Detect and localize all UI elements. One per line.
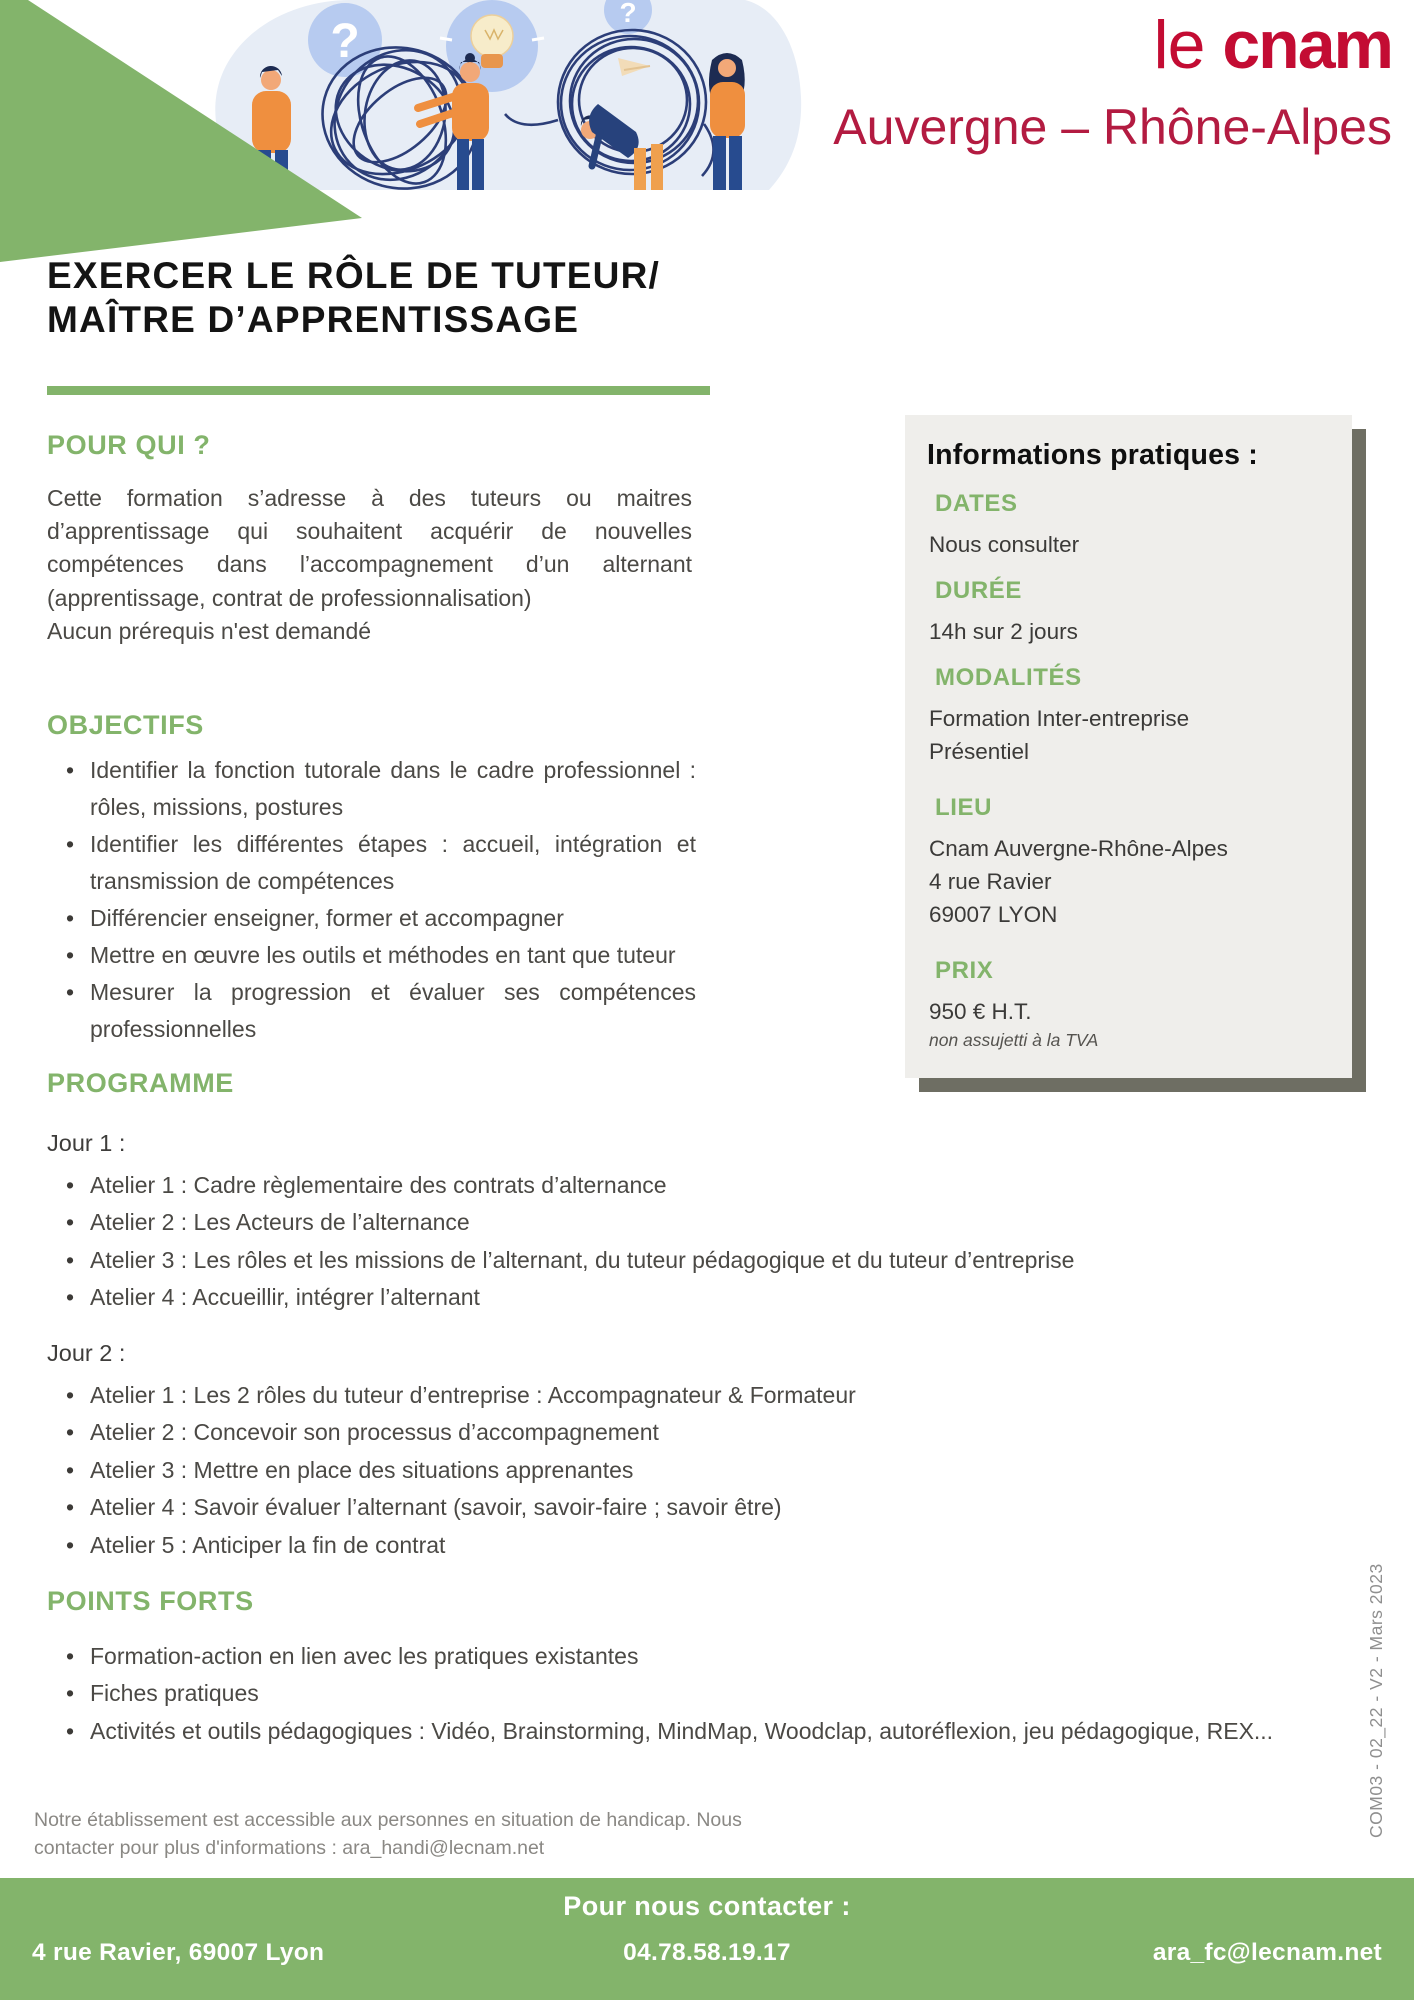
footer-address: 4 rue Ravier, 69007 Lyon bbox=[32, 1939, 325, 1966]
info-label-modalites: MODALITÉS bbox=[935, 664, 1082, 691]
list-item: • Identifier la fonction tutorale dans le cadre professionnel : rôles, missions, postures bbox=[60, 752, 696, 826]
list-item: • Activités et outils pédagogiques : Vidéo, Brainstorming, MindMap, Woodclap, autoréflexion, jeu pédagogique, REX... bbox=[60, 1713, 1360, 1750]
list-item: • Atelier 5 : Anticiper la fin de contrat bbox=[60, 1527, 1372, 1564]
footer-email[interactable]: ara_fc@lecnam.net bbox=[1152, 1939, 1382, 1966]
info-value: Cnam Auvergne-Rhône-Alpes bbox=[929, 836, 1228, 861]
list-item: • Mesurer la progression et évaluer ses compétences professionnelles bbox=[60, 974, 696, 1048]
list-item: • Atelier 2 : Concevoir son processus d’accompagnement bbox=[60, 1414, 1372, 1451]
accessibility-note: Notre établissement est accessible aux personnes en situation de handicap. Nous contacter pour plus d'informations : ara_handi@lecnam.net bbox=[34, 1809, 742, 1859]
info-label-duree: DURÉE bbox=[935, 577, 1023, 604]
points-forts-list bbox=[60, 1638, 1360, 1750]
section-heading-pour-qui: POUR QUI ? bbox=[47, 430, 211, 460]
svg-text:?: ? bbox=[330, 15, 360, 68]
pour-qui-note: Aucun prérequis n'est demandé bbox=[47, 618, 372, 644]
infos-pratiques-panel bbox=[905, 415, 1352, 1078]
cnam-logo bbox=[1154, 6, 1392, 84]
contact-footer bbox=[0, 1878, 1414, 2000]
info-price-note: non assujetti à la TVA bbox=[929, 1030, 1099, 1050]
info-value: Formation Inter-entreprise bbox=[929, 706, 1190, 731]
list-item: • Formation-action en lien avec les pratiques existantes bbox=[60, 1638, 1360, 1675]
objectifs-list bbox=[60, 752, 696, 1048]
page-title bbox=[47, 254, 660, 342]
logo-region: Auvergne – Rhône-Alpes bbox=[833, 99, 1392, 155]
info-value: 69007 LYON bbox=[929, 902, 1058, 927]
list-item: • Atelier 2 : Les Acteurs de l’alternance bbox=[60, 1204, 1372, 1241]
list-item: • Mettre en œuvre les outils et méthodes en tant que tuteur bbox=[60, 937, 696, 974]
jour2-list bbox=[60, 1377, 1372, 1564]
list-item: • Atelier 4 : Savoir évaluer l’alternant (savoir, savoir-faire ; savoir être) bbox=[60, 1489, 1372, 1526]
footer-heading: Pour nous contacter : bbox=[563, 1891, 851, 1921]
section-heading-programme: PROGRAMME bbox=[47, 1068, 234, 1098]
svg-text:?: ? bbox=[619, 0, 637, 28]
info-label-lieu: LIEU bbox=[935, 794, 993, 821]
info-value: 950 € H.T. bbox=[929, 999, 1032, 1024]
info-value: 14h sur 2 jours bbox=[929, 619, 1078, 644]
title-divider bbox=[47, 386, 710, 395]
jour1-label: Jour 1 : bbox=[47, 1130, 126, 1156]
infos-title: Informations pratiques : bbox=[927, 439, 1258, 471]
info-value: 4 rue Ravier bbox=[929, 869, 1052, 894]
pour-qui-paragraph: Cette formation s’adresse à des tuteurs ou maitres d’apprentissage qui souhaitent acquérir de nouvelles compétences dans l’accompagnement d’un alternant (apprentissage, contrat de professionnalisation) bbox=[47, 485, 692, 611]
jour2-label: Jour 2 : bbox=[47, 1340, 126, 1366]
logo-cnam: cnam bbox=[1222, 7, 1392, 83]
section-heading-objectifs: OBJECTIFS bbox=[47, 710, 204, 740]
section-heading-points-forts: POINTS FORTS bbox=[47, 1586, 254, 1616]
footer-contact-row bbox=[0, 1939, 1414, 1967]
logo-le: le bbox=[1153, 7, 1223, 83]
jour1-list bbox=[60, 1167, 1372, 1317]
info-label-prix: PRIX bbox=[935, 957, 994, 984]
document-reference: COM03 - 02_22 - V2 - Mars 2023 bbox=[1366, 1563, 1386, 1838]
list-item: • Atelier 3 : Mettre en place des situations apprenantes bbox=[60, 1452, 1372, 1489]
list-item: • Atelier 3 : Les rôles et les missions de l’alternant, du tuteur pédagogique et du tuteur d’entreprise bbox=[60, 1242, 1372, 1279]
info-value: Nous consulter bbox=[929, 532, 1080, 557]
list-item: • Différencier enseigner, former et accompagner bbox=[60, 900, 696, 937]
list-item: • Atelier 1 : Les 2 rôles du tuteur d’entreprise : Accompagnateur & Formateur bbox=[60, 1377, 1372, 1414]
footer-phone: 04.78.58.19.17 bbox=[623, 1939, 791, 1966]
list-item: • Atelier 1 : Cadre règlementaire des contrats d’alternance bbox=[60, 1167, 1372, 1204]
page-title-line1: EXERCER LE RÔLE DE TUTEUR/ bbox=[47, 255, 660, 296]
list-item: • Identifier les différentes étapes : accueil, intégration et transmission de compétences bbox=[60, 826, 696, 900]
info-label-dates: DATES bbox=[935, 490, 1018, 517]
list-item: • Atelier 4 : Accueillir, intégrer l’alternant bbox=[60, 1279, 1372, 1316]
info-value: Présentiel bbox=[929, 739, 1030, 764]
page-title-line2: MAÎTRE D’APPRENTISSAGE bbox=[47, 299, 580, 340]
list-item: • Fiches pratiques bbox=[60, 1675, 1360, 1712]
